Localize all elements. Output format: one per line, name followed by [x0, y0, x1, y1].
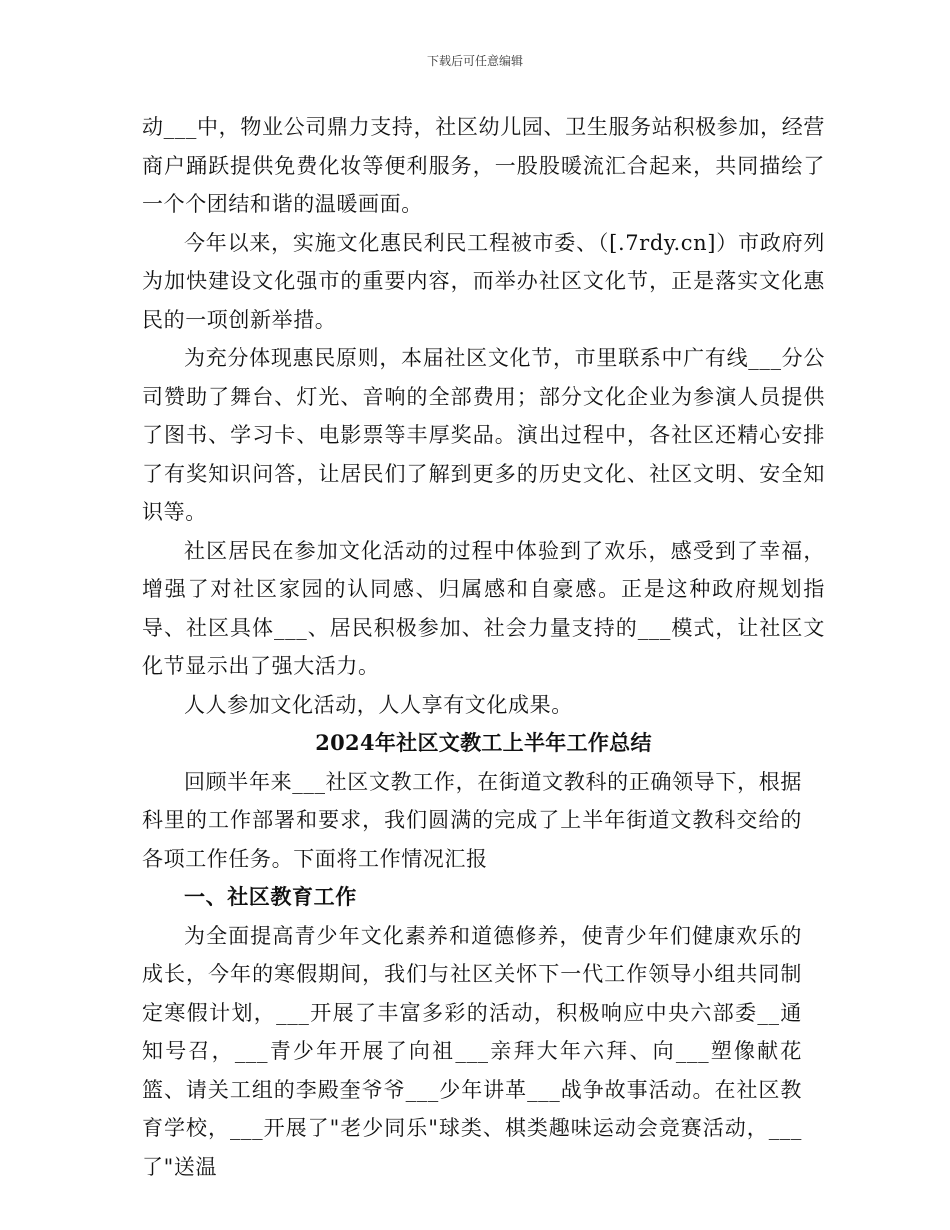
- intro-paragraph: 回顾半年来___社区文教工作，在街道文教科的正确领导下，根据科里的工作部署和要求，我们圆满的完成了上半年街道文教科交给的各项工作任务。下面将工作情况汇报: [142, 769, 802, 871]
- paragraph-4: 社区居民在参加文化活动的过程中体验到了欢乐，感受到了幸福，增强了对社区家园的认同感、归属感和自豪感。正是这种政府规划指导、社区具体___、居民积极参加、社会力量支持的___模式，让社区文化节显示出了强大活力。: [142, 538, 825, 678]
- paragraph-5: 人人参加文化活动，人人享有文化成果。: [184, 692, 573, 717]
- paragraph-1: 动___中，物业公司鼎力支持，社区幼儿园、卫生服务站积极参加，经营商户踊跃提供免费化妆等便利服务，一股股暖流汇合起来，共同描绘了一个个团结和谐的温暖画面。: [142, 115, 825, 216]
- paragraph-2: 今年以来，实施文化惠民利民工程被市委、（[.7rdy.cn]）市政府列为加快建设文化强市的重要内容，而举办社区文化节，正是落实文化惠民的一项创新举措。: [142, 230, 825, 332]
- article-title: 2024年社区文教工上半年工作总结: [315, 730, 652, 755]
- paragraph-3: 为充分体现惠民原则，本届社区文化节，市里联系中广有线___分公司赞助了舞台、灯光、音响的全部费用；部分文化企业为参演人员提供了图书、学习卡、电影票等丰厚奖品。演出过程中，各社区还精心安排了有奖知识问答，让居民们了解到更多的历史文化、社区文明、安全知识等。: [142, 346, 825, 524]
- section-heading: 一、社区教育工作: [184, 884, 357, 909]
- page-header: 下载后可任意编辑: [426, 54, 523, 68]
- document-body: [142, 108, 825, 1186]
- section-paragraph: 为全面提高青少年文化素养和道德修养，使青少年们健康欢乐的成长，今年的寒假期间，我们与社区关怀下一代工作领导小组共同制定寒假计划，___开展了丰富多彩的活动，积极响应中央六部委__通知号召，___青少年开展了向祖___亲拜大年六拜、向___塑像献花篮、请关工组的李殿奎爷爷___少年讲革___战争故事活动。在社区教育学校，___开展了"老少同乐"球类、棋类趣味运动会竞赛活动，___了"送温: [142, 923, 802, 1179]
